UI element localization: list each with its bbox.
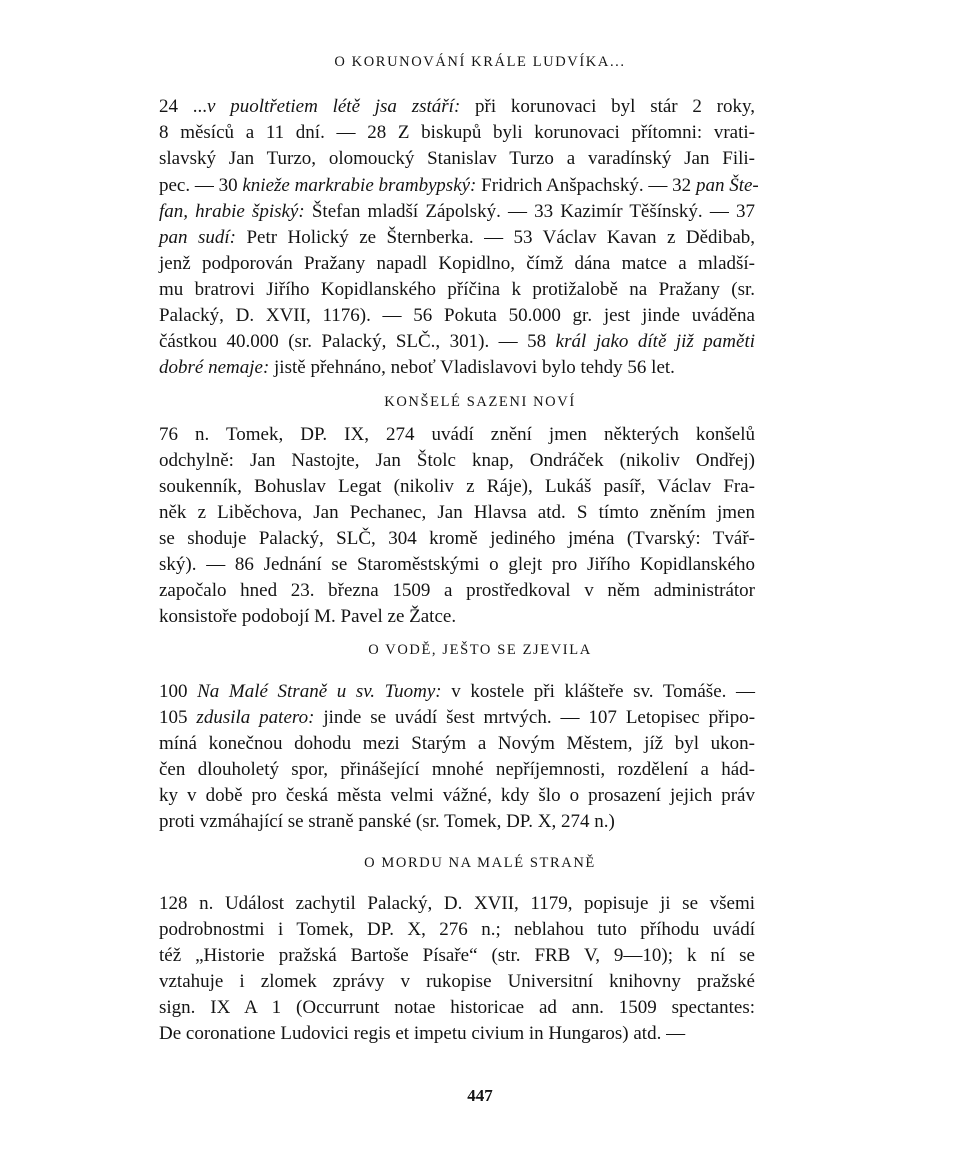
text-line [159, 944, 755, 968]
running-head: O KORUNOVÁNÍ KRÁLE LUDVÍKA... [334, 54, 626, 70]
text-segment: Fridrich Anšpachský. — 32 [476, 175, 696, 196]
text-segment: 8 měsíců a 11 dní. — 28 Z biskupů byli korunovaci přítomni: vrati- [159, 122, 755, 143]
text-segment: Palacký, D. XVII, 1176). — 56 Pokuta 50.000 gr. jest jinde uváděna [159, 305, 755, 326]
italic-text-segment: v puoltřetiem létě jsa zstáří: [207, 96, 461, 117]
text-line [159, 970, 755, 994]
italic-text-segment: král jako dítě již paměti [555, 331, 755, 352]
text-line [159, 553, 755, 577]
italic-text-segment: dobré nemaje: [159, 357, 270, 378]
text-segment: sign. IX A 1 (Occurrunt notae historicae ad ann. 1509 spectantes: [159, 997, 755, 1018]
text-segment: 24 ... [159, 96, 208, 117]
text-line [159, 918, 755, 942]
text-segment: pec. — 30 [159, 175, 243, 196]
text-line [159, 95, 755, 119]
italic-text-segment: kniežе markrabie brambурský: [242, 175, 477, 196]
text-line [159, 501, 755, 525]
section-heading: O VODĚ, JEŠTO SE ZJEVILA [368, 642, 592, 658]
text-segment: konsistoře podobojí M. Pavel ze Žatce. [159, 606, 457, 627]
text-line [159, 423, 755, 447]
text-line [159, 226, 755, 250]
text-line [159, 174, 759, 198]
text-line [159, 758, 755, 782]
text-segment: započalo hned 23. března 1509 a prostředkoval v něm administrátor [159, 580, 755, 601]
text-line [159, 784, 755, 808]
text-segment: jinde se uvádí šest mrtvých. — 107 Letopisec připo- [314, 707, 756, 728]
text-line [159, 810, 755, 834]
text-segment: jenž podporován Pražany napadl Kopidlno, čímž dána matce a mladší- [159, 253, 755, 274]
section-heading: O MORDU NA MALÉ STRANĚ [364, 855, 596, 871]
text-segment: čen dlouholetý spor, přinášející mnohé nepříjemnosti, rozdělení a hád- [159, 759, 755, 780]
text-segment: něk z Liběchova, Jan Pechanec, Jan Hlavsa atd. S tímto zněním jmen [159, 502, 755, 523]
text-segment: částkou 40.000 (sr. Palacký, SLČ., 301). — 58 [159, 331, 556, 352]
text-segment: 128 n. Událost zachytil Palacký, D. XVII, 1179, popisuje ji se všemi [159, 893, 755, 914]
page-number: 447 [467, 1086, 493, 1105]
text-segment: ky v době pro česká města velmi vážné, kdy šlo o prosazení jejich práv [159, 785, 755, 806]
text-line [159, 706, 755, 730]
text-line [159, 147, 755, 171]
text-line [159, 527, 755, 551]
text-line [159, 680, 755, 704]
text-line [159, 304, 755, 328]
text-line [159, 892, 755, 916]
text-segment: mu bratrovi Jiřího Kopidlanského příčina k protižalobě na Pražany (sr. [159, 279, 755, 300]
italic-text-segment: pan Šte- [695, 175, 759, 196]
text-line [159, 121, 755, 145]
text-segment: míná konečnou dohodu mezi Starým a Novým Městem, jíž byl ukon- [159, 733, 755, 754]
text-line [159, 330, 755, 354]
text-segment: De coronatione Ludovici regis et impetu civium in Hungaros) atd. — [159, 1023, 686, 1044]
italic-text-segment: fan, hrabie špiský: [159, 201, 305, 222]
text-line [159, 732, 755, 756]
text-segment: odchylně: Jan Nastojte, Jan Štolc knap, Ondráček (nikoliv Ondřej) [159, 450, 755, 471]
text-segment: vztahuje i zlomek zprávy v rukopise Universitní knihovny pražské [159, 971, 755, 992]
text-segment: slavský Jan Turzo, olomoucký Stanislav Turzo a varadínský Jan Fili- [159, 148, 755, 169]
text-segment: 105 [159, 707, 197, 728]
text-segment: jistě přehnáno, neboť Vladislavovi bylo tehdy 56 let. [269, 357, 675, 378]
text-line [159, 579, 755, 603]
text-segment: Štefan mladší Zápolský. — 33 Kazimír Těšínský. — 37 [304, 201, 755, 222]
text-line [159, 1022, 755, 1046]
text-segment: v kostele při klášteře sv. Tomáše. — [441, 681, 755, 702]
text-segment: ský). — 86 Jednání se Staroměstskými o glejt pro Jiřího Kopidlanského [159, 554, 755, 575]
text-line [159, 252, 755, 276]
section-heading: KONŠELÉ SAZENI NOVÍ [384, 394, 576, 410]
italic-text-segment: Na Malé Straně u sv. Tuomy: [197, 681, 442, 702]
text-segment: soukenník, Bohuslav Legat (nikoliv z Ráje), Lukáš pasíř, Václav Fra- [159, 476, 755, 497]
text-line [159, 475, 755, 499]
text-line [159, 449, 755, 473]
text-segment: při korunovaci byl stár 2 roky, [460, 96, 755, 117]
text-segment: 76 n. Tomek, DP. IX, 274 uvádí znění jmen některých konšelů [159, 424, 755, 445]
italic-text-segment: zdusila patero: [196, 707, 315, 728]
text-segment: se shoduje Palacký, SLČ, 304 kromě jediného jména (Tvarský: Tvář- [159, 528, 755, 549]
text-line [159, 278, 755, 302]
text-segment: proti vzmáhající se straně panské (sr. Tomek, DP. X, 274 n.) [159, 811, 615, 832]
italic-text-segment: pan sudí: [159, 227, 236, 248]
text-line [159, 356, 755, 380]
text-segment: též „Historie pražská Bartoše Písaře“ (str. FRB V, 9—10); k ní se [159, 945, 755, 966]
text-segment: podrobnostmi i Tomek, DP. X, 276 n.; neblahou tuto příhodu uvádí [159, 919, 755, 940]
text-line [159, 200, 755, 224]
text-line [159, 996, 755, 1020]
text-line [159, 605, 755, 629]
text-segment: Petr Holický ze Šternberka. — 53 Václav Kavan z Dědibab, [235, 227, 756, 248]
text-segment: 100 [159, 681, 198, 702]
